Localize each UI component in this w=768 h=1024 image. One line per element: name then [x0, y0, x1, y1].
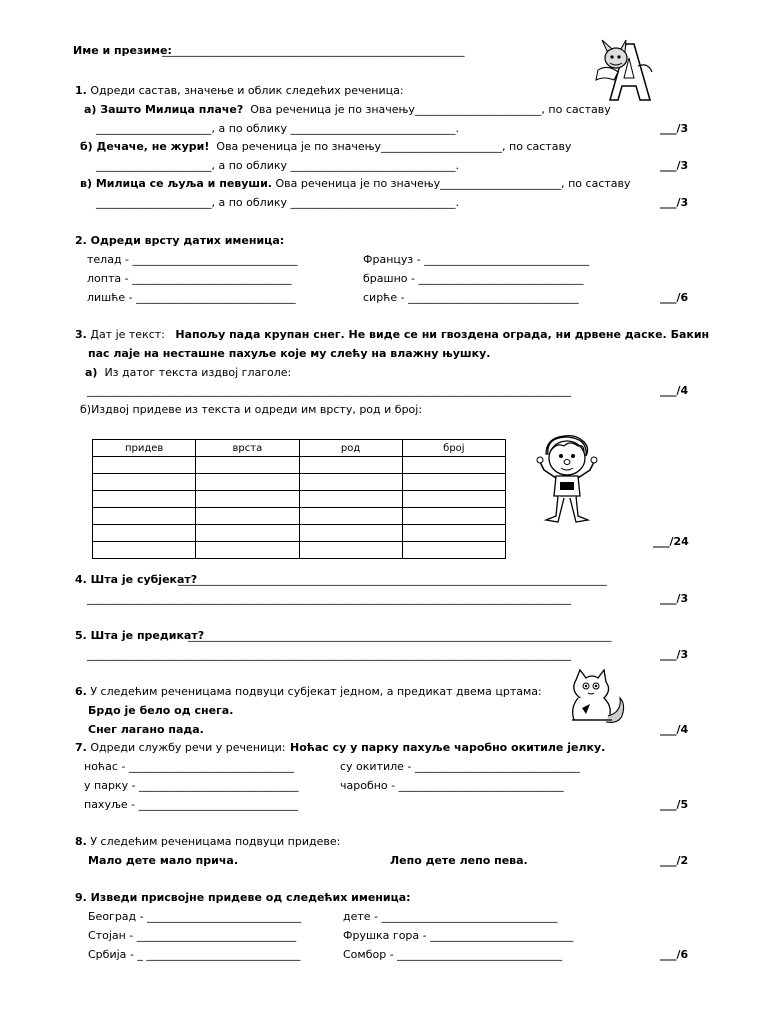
table-cell[interactable] — [93, 491, 196, 508]
q7-nocas[interactable]: ноћас - ______________________________ — [84, 760, 294, 773]
table-cell[interactable] — [299, 508, 402, 525]
table-cell[interactable] — [196, 525, 299, 542]
table-header-cell: број — [402, 440, 505, 457]
q2-brasno[interactable]: брашно - ______________________________ — [363, 272, 584, 285]
q9-beograd[interactable]: Београд - ____________________________ — [88, 910, 302, 923]
table-cell[interactable] — [299, 457, 402, 474]
q9-sombor[interactable]: Сомбор - ______________________________ — [343, 948, 563, 961]
q3-a: а) Из датог текста издвој глаголе: — [85, 366, 292, 379]
q4-title: 4. Шта је субјекат? — [75, 573, 198, 586]
q1-a: а) Зашто Милица плаче? Ова реченица је по значењу_______________________, по саставу — [84, 103, 611, 116]
table-cell[interactable] — [93, 525, 196, 542]
q7-score: ___/5 — [660, 798, 689, 811]
q9-dete[interactable]: дете - ________________________________ — [343, 910, 558, 923]
table-cell[interactable] — [196, 491, 299, 508]
table-cell[interactable] — [196, 508, 299, 525]
table-row — [93, 525, 506, 542]
table-cell[interactable] — [402, 525, 505, 542]
q9-title: 9. Изведи присвојне придеве од следећих именица: — [75, 891, 411, 904]
cat-cartoon-icon — [560, 668, 630, 728]
q6-score: ___/4 — [660, 723, 689, 736]
table-row — [93, 491, 506, 508]
q3-b-score: ___/24 — [653, 535, 689, 548]
table-row — [93, 508, 506, 525]
q7-title: 7. Одреди службу речи у реченици: — [75, 741, 286, 754]
table-cell[interactable] — [299, 525, 402, 542]
table-header-cell: врста — [196, 440, 299, 457]
table-row — [93, 474, 506, 491]
q1-v-score: ___/3 — [660, 196, 689, 209]
table-cell[interactable] — [196, 474, 299, 491]
table-cell[interactable] — [402, 491, 505, 508]
name-label: Име и презиме: — [73, 44, 172, 57]
q1-b-score: ___/3 — [660, 159, 689, 172]
q1-v: в) Милица се љуља и певуши. Ова реченица је по значењу______________________, по саставу — [80, 177, 631, 190]
q7-u-parku[interactable]: у парку - _____________________________ — [84, 779, 299, 792]
q8-title: 8. У следећим реченицама подвуци придеве: — [75, 835, 341, 848]
table-cell[interactable] — [402, 542, 505, 559]
q1-a-score: ___/3 — [660, 122, 689, 135]
q2-lopta[interactable]: лопта - _____________________________ — [87, 272, 292, 285]
letter-a-cat-cartoon-icon — [588, 36, 660, 102]
table-header-cell: род — [299, 440, 402, 457]
q9-score: ___/6 — [660, 948, 689, 961]
q2-francuz[interactable]: Француз - ______________________________ — [363, 253, 590, 266]
q6-sentence-1: Брдо је бело од снега. — [88, 704, 234, 717]
table-cell[interactable] — [93, 508, 196, 525]
table-cell[interactable] — [93, 457, 196, 474]
q3-b: б)Издвој придеве из текста и одреди им врсту, род и број: — [80, 403, 423, 416]
table-cell[interactable] — [196, 457, 299, 474]
q3-a-score: ___/4 — [660, 384, 689, 397]
q6-sentence-2: Снег лагано пада. — [88, 723, 204, 736]
table-cell[interactable] — [93, 542, 196, 559]
table-cell[interactable] — [299, 491, 402, 508]
q1-v-line[interactable]: _____________________, а по облику ______________________________. — [96, 196, 459, 209]
q6-title: 6. У следећим реченицама подвуци субјекат једном, а предикат двема цртама: — [75, 685, 542, 698]
boy-cartoon-icon — [536, 434, 598, 526]
q4-line1[interactable]: ______________________________________________________________________________ — [178, 573, 607, 586]
q4-score: ___/3 — [660, 592, 689, 605]
q5-line2[interactable]: ________________________________________________________________________________________ — [87, 648, 571, 661]
table-header-cell: придев — [93, 440, 196, 457]
q2-sirce[interactable]: сирће - _______________________________ — [363, 291, 579, 304]
q1-b-line[interactable]: _____________________, а по облику ______________________________. — [96, 159, 459, 172]
q1-a-line[interactable]: _____________________, а по облику ______________________________. — [96, 122, 459, 135]
q5-score: ___/3 — [660, 648, 689, 661]
q2-score: ___/6 — [660, 291, 689, 304]
q7-pahulje[interactable]: пахуље - _____________________________ — [84, 798, 299, 811]
q9-stojan[interactable]: Стојан - _____________________________ — [88, 929, 297, 942]
q1-b: б) Дечаче, не жури! Ова реченица је по значењу______________________, по саставу — [80, 140, 572, 153]
q8-sentence-1: Мало дете мало прича. — [88, 854, 239, 867]
table-cell[interactable] — [93, 474, 196, 491]
q8-score: ___/2 — [660, 854, 689, 867]
q3-text-line1: 3. Дат је текст: Напољу пада крупан снег. Не виде се ни гвоздена ограда, ни дрвене даске. Бакин — [75, 328, 710, 341]
q8-sentence-2: Лепо дете лепо пева. — [390, 854, 528, 867]
table-cell[interactable] — [402, 508, 505, 525]
q9-fruska-gora[interactable]: Фрушка гора - __________________________ — [343, 929, 574, 942]
q7-su-okitile[interactable]: су окитиле - ______________________________ — [340, 760, 580, 773]
q3-a-line[interactable]: ________________________________________________________________________________________ — [87, 384, 571, 397]
table-row — [93, 457, 506, 474]
q7-carobno[interactable]: чаробно - ______________________________ — [340, 779, 564, 792]
table-cell[interactable] — [402, 474, 505, 491]
table-cell[interactable] — [299, 474, 402, 491]
q7-sentence: Ноћас су у парку пахуље чаробно окитиле јелку. — [290, 741, 606, 754]
q5-title: 5. Шта је предикат? — [75, 629, 205, 642]
table-cell[interactable] — [299, 542, 402, 559]
table-cell[interactable] — [196, 542, 299, 559]
table-row — [93, 542, 506, 559]
adjective-table — [92, 439, 506, 559]
q4-line2[interactable]: ________________________________________________________________________________________ — [87, 592, 571, 605]
q3-text-line2: пас лаје на несташне пахуље које му слећу на влажну њушку. — [88, 347, 491, 360]
q2-telad[interactable]: телад - ______________________________ — [87, 253, 298, 266]
q5-line1[interactable]: _____________________________________________________________________________ — [188, 629, 612, 642]
name-line[interactable]: _______________________________________________________ — [162, 44, 465, 57]
q2-title: 2. Одреди врсту датих именица: — [75, 234, 285, 247]
table-cell[interactable] — [402, 457, 505, 474]
q1-title: 1. Одреди састав, значење и облик следећих реченица: — [75, 84, 404, 97]
q9-srbija[interactable]: Србија - _ ____________________________ — [88, 948, 301, 961]
q2-lisce[interactable]: лишће - _____________________________ — [87, 291, 296, 304]
table-header-row — [93, 440, 506, 457]
